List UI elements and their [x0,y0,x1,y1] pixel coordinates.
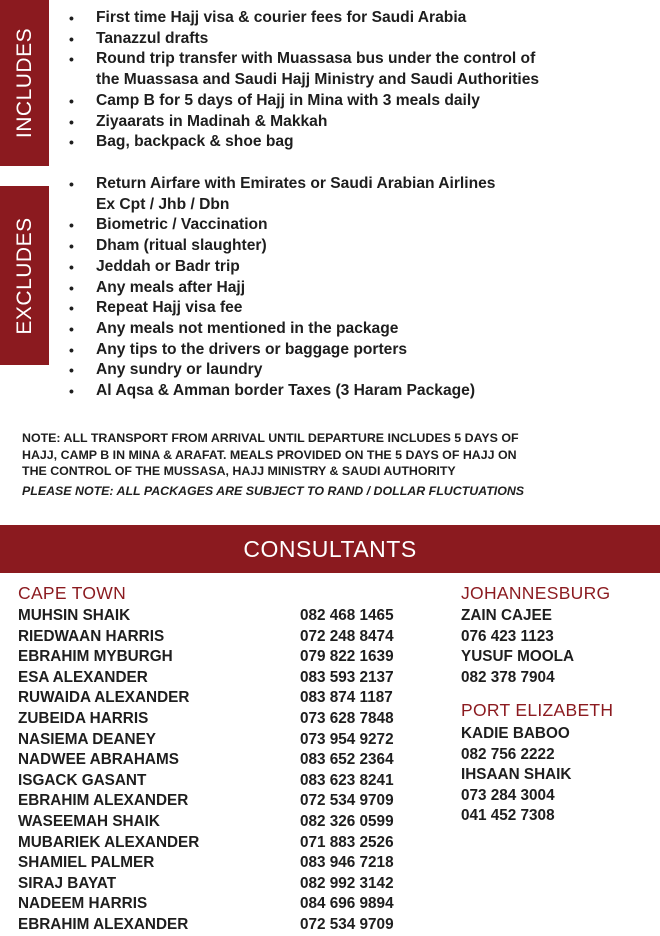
list-item [66,381,495,402]
consultant-name: ISGACK GASANT [18,771,147,789]
consultant-row [18,606,394,627]
consultant-name: RUWAIDA ALEXANDER [18,689,190,707]
includes-list [66,8,539,153]
list-item [66,49,539,90]
consultant-phone: 071 883 2526 [300,833,394,851]
consultant-name: WASEEMAH SHAIK [18,812,160,830]
excludes-list [66,174,495,402]
list-item [66,298,495,319]
consultant-name: MUHSIN SHAIK [18,607,131,624]
note-line: THE CONTROL OF THE MUSSASA, HAJJ MINISTRY & SAUDI AUTHORITY [22,464,456,478]
consultant-row [18,750,394,771]
includes-tab [0,0,49,166]
item-text-continued: Ex Cpt / Jhb / Dbn [96,195,230,213]
consultant-phone: 072 248 8474 [300,627,394,645]
city-heading-port-elizabeth: PORT ELIZABETH [461,700,614,720]
consultant-row [18,915,394,936]
consultant-row [18,894,394,915]
consultant-name: EBRAHIM ALEXANDER [18,915,189,933]
consultant-phone: 076 423 1123 [461,627,554,645]
consultant-row [18,627,394,648]
item-text: First time Hajj visa & courier fees for Saudi Arabia [96,9,467,26]
city-heading-johannesburg: JOHANNESBURG [461,583,611,603]
bullet-icon: • [69,258,74,275]
consultant-phone: 084 696 9894 [300,895,394,913]
bullet-icon: • [69,300,74,317]
list-item [66,174,495,215]
consultant-row [18,709,394,730]
consultant-phone: 073 628 7848 [300,709,394,727]
consultant-phone: 083 593 2137 [300,668,394,686]
bullet-icon: • [69,10,74,26]
transport-note [22,430,642,480]
consultant-name: NASIEMA DEANEY [18,730,156,748]
bullet-icon: • [69,176,74,192]
item-text: Ziyaarats in Madinah & Makkah [96,112,328,130]
consultant-name: EBRAHIM ALEXANDER [18,792,189,810]
item-text: Any sundry or laundry [96,361,263,379]
consultant-name: KADIE BABOO [461,725,570,742]
item-text: Return Airfare with Emirates or Saudi Arabian Airlines [96,175,496,192]
consultant-phone: 082 378 7904 [461,668,555,686]
consultant-phone: 082 992 3142 [300,874,394,892]
consultant-phone: 072 534 9709 [300,915,394,933]
consultant-phone: 072 534 9709 [300,792,394,810]
consultant-phone: 073 284 3004 [461,786,555,804]
johannesburg-consultants [461,606,574,688]
item-text: Bag, backpack & shoe bag [96,133,294,151]
item-text: Any tips to the drivers or baggage porters [96,340,408,358]
cape-town-consultants [18,606,394,936]
item-text: Tanazzul drafts [96,29,209,47]
list-item [66,319,495,340]
bullet-icon: • [69,320,74,337]
bullet-icon: • [69,341,74,358]
consultant-name: RIEDWAAN HARRIS [18,627,165,645]
list-item [66,112,539,133]
consultant-name: ESA ALEXANDER [18,668,148,686]
item-text: Any meals after Hajj [96,278,246,296]
consultant-row [18,833,394,854]
consultant-phone: 082 756 2222 [461,745,555,763]
consultant-name: YUSUF MOOLA [461,648,575,666]
consultant-row [18,812,394,833]
item-text: Biometric / Vaccination [96,216,268,234]
item-text: Dham (ritual slaughter) [96,237,267,255]
bullet-icon: • [69,134,74,151]
consultant-phone: 079 822 1639 [300,648,394,666]
consultant-phone: 083 652 2364 [300,751,394,769]
fluctuation-note: PLEASE NOTE: ALL PACKAGES ARE SUBJECT TO RAND / DOLLAR FLUCTUATIONS [22,484,525,498]
includes-label: INCLUDES [12,27,36,139]
consultant-name: ZAIN CAJEE [461,607,552,624]
list-item [66,91,539,112]
consultants-banner: CONSULTANTS [0,525,660,573]
list-item [66,29,539,50]
consultant-row [18,771,394,792]
consultant-row [18,730,394,751]
consultant-name: ZUBEIDA HARRIS [18,709,149,727]
consultant-phone: 083 874 1187 [300,689,393,707]
consultant-phone: 083 623 8241 [300,771,394,789]
bullet-icon: • [69,113,74,130]
bullet-icon: • [69,238,74,255]
consultant-name: NADWEE ABRAHAMS [18,751,179,769]
consultant-phone: 073 954 9272 [300,730,394,748]
list-item [66,8,539,29]
consultant-name: SHAMIEL PALMER [18,854,155,872]
consultant-name: NADEEM HARRIS [18,895,148,913]
consultant-name: EBRAHIM MYBURGH [18,648,173,666]
list-item [66,132,539,153]
excludes-tab [0,186,49,365]
bullet-icon: • [69,362,74,379]
bullet-icon: • [69,92,74,109]
item-text: Camp B for 5 days of Hajj in Mina with 3 meals daily [96,91,480,109]
list-item [66,360,495,381]
consultant-row [18,853,394,874]
consultant-row [18,874,394,895]
port-elizabeth-consultants [461,724,571,827]
bullet-icon: • [69,30,74,47]
consultant-name: MUBARIEK ALEXANDER [18,833,200,851]
item-text: Any meals not mentioned in the package [96,319,399,337]
list-item [66,236,495,257]
consultant-phone: 041 452 7308 [461,807,555,825]
note-line: NOTE: ALL TRANSPORT FROM ARRIVAL UNTIL DEPARTURE INCLUDES 5 DAYS OF [22,431,519,445]
consultant-row [18,647,394,668]
item-text-continued: the Muassasa and Saudi Hajj Ministry and Saudi Authorities [96,71,540,89]
bullet-icon: • [69,217,74,234]
consultant-row [18,791,394,812]
bullet-icon: • [69,383,74,400]
excludes-label: EXCLUDES [12,216,36,335]
consultant-phone: 082 326 0599 [300,812,394,830]
consultant-name: IHSAAN SHAIK [461,766,572,784]
list-item [66,215,495,236]
item-text: Al Aqsa & Amman border Taxes (3 Haram Package) [96,382,476,400]
consultant-name: SIRAJ BAYAT [18,874,117,892]
note-line: HAJJ, CAMP B IN MINA & ARAFAT. MEALS PROVIDED ON THE 5 DAYS OF HAJJ ON [22,447,517,462]
consultant-phone: 082 468 1465 [300,607,394,624]
consultant-row [18,668,394,689]
list-item [66,278,495,299]
bullet-icon: • [69,279,74,296]
city-heading-cape-town: CAPE TOWN [18,583,127,603]
list-item [66,257,495,278]
bullet-icon: • [69,51,74,68]
consultant-phone: 083 946 7218 [300,854,394,872]
list-item [66,340,495,361]
item-text: Round trip transfer with Muassasa bus under the control of [96,50,536,68]
consultant-row [18,688,394,709]
item-text: Repeat Hajj visa fee [96,299,243,317]
item-text: Jeddah or Badr trip [96,257,240,275]
